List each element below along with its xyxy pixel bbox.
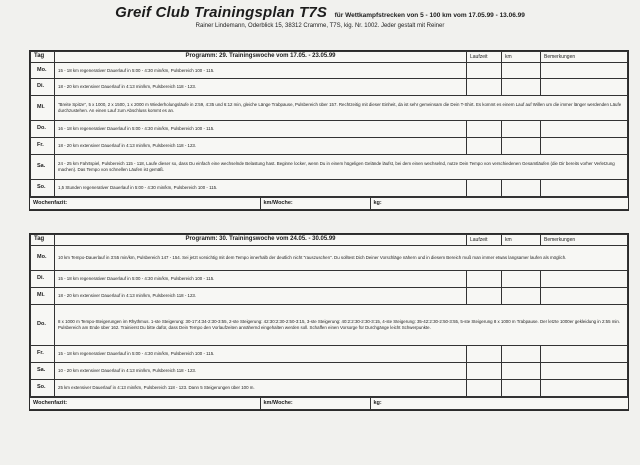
laufzeit-cell[interactable] — [467, 63, 502, 79]
col-laufzeit: Laufzeit — [467, 235, 502, 246]
workout-text: 15 - 18 km regenerativer Dauerlauf in 5:00 - 4:30 min/km, Pulsbereich 100 - 115. — [55, 346, 467, 363]
km-cell[interactable] — [502, 63, 541, 79]
laufzeit-cell[interactable] — [467, 138, 502, 155]
day-label: Mi. — [31, 96, 55, 121]
week-summary-row — [30, 198, 628, 210]
kg-label: kg: — [370, 198, 628, 210]
workout-text: 10 - 20 km extensiver Dauerlauf in 4:13 min/km, Pulsbereich 118 - 123. — [55, 363, 467, 380]
workout-text: 18 - 20 km extensiver Dauerlauf in 4:13 min/km, Pulsbereich 118 - 123. — [55, 138, 467, 155]
program-heading: Programm: 29. Trainingswoche vom 17.05. - 23.05.99 — [55, 52, 467, 63]
workout-text: 24 - 25 km Fahrtspiel, Pulsbereich 115 - 118, Laufe dieser so, dass Du einfach eine wechselnde Belastung hast. Beginne locker, wenn Du in einem hügeligen Gelände läufst, bei dem einen wechselnd, nutze Dein Tempo von verschiedenen Gesamtläufen (die Dir bereits vorher Verletzung machen). Das Tempo von schnellen Läufen ist gemäß. — [55, 155, 628, 180]
col-km: km — [502, 235, 541, 246]
notes-cell[interactable] — [541, 138, 628, 155]
table-row — [31, 288, 628, 305]
day-label: Fr. — [31, 138, 55, 155]
day-label: Mo. — [31, 246, 55, 271]
table-row — [31, 138, 628, 155]
laufzeit-cell[interactable] — [467, 380, 502, 397]
km-cell[interactable] — [502, 380, 541, 397]
workout-text: 18 - 20 km extensiver Dauerlauf in 4:13 min/km, Pulsbereich 118 - 123. — [55, 79, 467, 96]
km-cell[interactable] — [502, 180, 541, 197]
day-label: So. — [31, 180, 55, 197]
day-label: Mi. — [31, 288, 55, 305]
laufzeit-cell[interactable] — [467, 288, 502, 305]
day-label: Do. — [31, 305, 55, 346]
day-label: Di. — [31, 271, 55, 288]
notes-cell[interactable] — [541, 63, 628, 79]
workout-text: 15 - 18 km regenerativer Dauerlauf in 5:00 - 4:30 min/km, Pulsbereich 100 - 115. — [55, 63, 467, 79]
workout-text: "Breite Spitze", 5 x 1000, 2 x 1500, 1 x 2000 m Wiederholungsläufe in 2:59, 4:35 und 6:12 min, gleiche Länge Trabpause, Pulsbereich über 157. Rechtzeitig mit dieser Einheit, da ist sehr gemeinsam die Dein T-Shirt. Es kommt es einem Lauf auf Willen um die immer länger werdenden Läufe durchzustehen. An einen Lauf zum Abschluss kommt es an. — [55, 96, 628, 121]
day-label: Di. — [31, 79, 55, 96]
table-row — [31, 246, 628, 271]
workout-text: 16 - 18 km regenerativer Dauerlauf in 5:00 - 4:30 min/km, Pulsbereich 100 - 115. — [55, 121, 467, 138]
laufzeit-cell[interactable] — [467, 180, 502, 197]
table-row — [31, 79, 628, 96]
kg-label: kg: — [370, 398, 628, 410]
workout-text: 10 km Tempo-Dauerlauf in 3:55 min/km, Pulsbereich 147 - 154. Sei jetzt vorsichtig mit dem Tempo innerhalb der deutlich nicht "rauszuschen". Du solltest Dich Deiner Vorschläge nähern und in diesem Bereich muß man immer etwas langsamer laufen als möglich. — [55, 246, 628, 271]
day-label: Mo. — [31, 63, 55, 79]
week-table-29 — [29, 50, 629, 211]
table-row — [31, 346, 628, 363]
col-bemerkungen: Bemerkungen — [541, 52, 628, 63]
document-title — [0, 4, 640, 22]
col-laufzeit: Laufzeit — [467, 52, 502, 63]
notes-cell[interactable] — [541, 121, 628, 138]
workout-text: 15 - 18 km regenerativer Dauerlauf in 5:00 - 4:30 min/km, Pulsbereich 100 - 115. — [55, 271, 467, 288]
table-row — [31, 63, 628, 79]
table-row — [31, 180, 628, 197]
laufzeit-cell[interactable] — [467, 346, 502, 363]
table-row — [31, 96, 628, 121]
laufzeit-cell[interactable] — [467, 363, 502, 380]
wochenfazit-label: Wochenfazit: — [30, 198, 260, 210]
table-row — [31, 271, 628, 288]
table-row — [31, 305, 628, 346]
table-row — [31, 155, 628, 180]
notes-cell[interactable] — [541, 79, 628, 96]
km-cell[interactable] — [502, 79, 541, 96]
table-row — [31, 121, 628, 138]
notes-cell[interactable] — [541, 288, 628, 305]
km-cell[interactable] — [502, 346, 541, 363]
notes-cell[interactable] — [541, 346, 628, 363]
table-row — [31, 380, 628, 397]
week-summary-row — [30, 398, 628, 410]
col-bemerkungen: Bemerkungen — [541, 235, 628, 246]
km-cell[interactable] — [502, 138, 541, 155]
laufzeit-cell[interactable] — [467, 271, 502, 288]
wochenfazit-label: Wochenfazit: — [30, 398, 260, 410]
table-header — [31, 52, 628, 63]
athlete-info: Rainer Lindemann, Oderblick 15, 38312 Cramme, T7S, kig. Nr. 1002. Jeder gestalt mit Reiner — [195, 23, 445, 29]
day-label: Fr. — [31, 346, 55, 363]
day-label: Sa. — [31, 363, 55, 380]
km-cell[interactable] — [502, 271, 541, 288]
km-cell[interactable] — [502, 288, 541, 305]
notes-cell[interactable] — [541, 380, 628, 397]
table-row — [31, 363, 628, 380]
workout-text: 25 km extensiver Dauerlauf in 4:13 min/km, Pulsbereich 118 - 123. Dann 5 Steigerungen über 100 m. — [55, 380, 467, 397]
workout-text: 18 - 20 km extensiver Dauerlauf in 4:13 min/km, Pulsbereich 118 - 123. — [55, 288, 467, 305]
week-table-30 — [29, 233, 629, 411]
laufzeit-cell[interactable] — [467, 121, 502, 138]
day-label: Sa. — [31, 155, 55, 180]
notes-cell[interactable] — [541, 363, 628, 380]
km-cell[interactable] — [502, 121, 541, 138]
km-per-week-label: km/Woche: — [260, 198, 370, 210]
col-tag: Tag — [31, 52, 55, 63]
workout-text: 1,5 Stunden regenerativer Dauerlauf in 5:00 - 4:30 min/km, Pulsbereich 100 - 115. — [55, 180, 467, 197]
program-heading: Programm: 30. Trainingswoche vom 24.05. - 30.05.99 — [55, 235, 467, 246]
notes-cell[interactable] — [541, 271, 628, 288]
col-km: km — [502, 52, 541, 63]
table-header — [31, 235, 628, 246]
plan-period: für Wettkampfstrecken von 5 - 100 km vom 17.05.99 - 13.06.99 — [334, 12, 525, 19]
workout-text: 8 x 1000 m Tempo-Steigerungen im Rhythmus. 1-ste Steigerung: 30-17:4:34-2:30-3:55, 2-ste Steigerung: 42:30:2:30-2:50-3:15, 3-ste Steigerung: 40:2:2:30-2:30-3:15, 4-ste Steigerung: 35-42:2:30-2:50-3:55, 5-ste Steigerung 8 x 1000 m Trabpause. Der letzte 1000er gekleidung in 2:55 min. Pulsbereich am Ende über 162. Trainierst Du bitte dafür, dass Dein Tempo den Vorlaufzeiten annähernd eingehalten werden soll. Schaffen einen Vorsorge für Durchgänge leicht Schwerpunkte. — [55, 305, 628, 346]
km-cell[interactable] — [502, 363, 541, 380]
day-label: Do. — [31, 121, 55, 138]
notes-cell[interactable] — [541, 180, 628, 197]
laufzeit-cell[interactable] — [467, 79, 502, 96]
col-tag: Tag — [31, 235, 55, 246]
km-per-week-label: km/Woche: — [260, 398, 370, 410]
plan-title: Greif Club Trainingsplan T7S — [115, 4, 328, 21]
day-label: So. — [31, 380, 55, 397]
